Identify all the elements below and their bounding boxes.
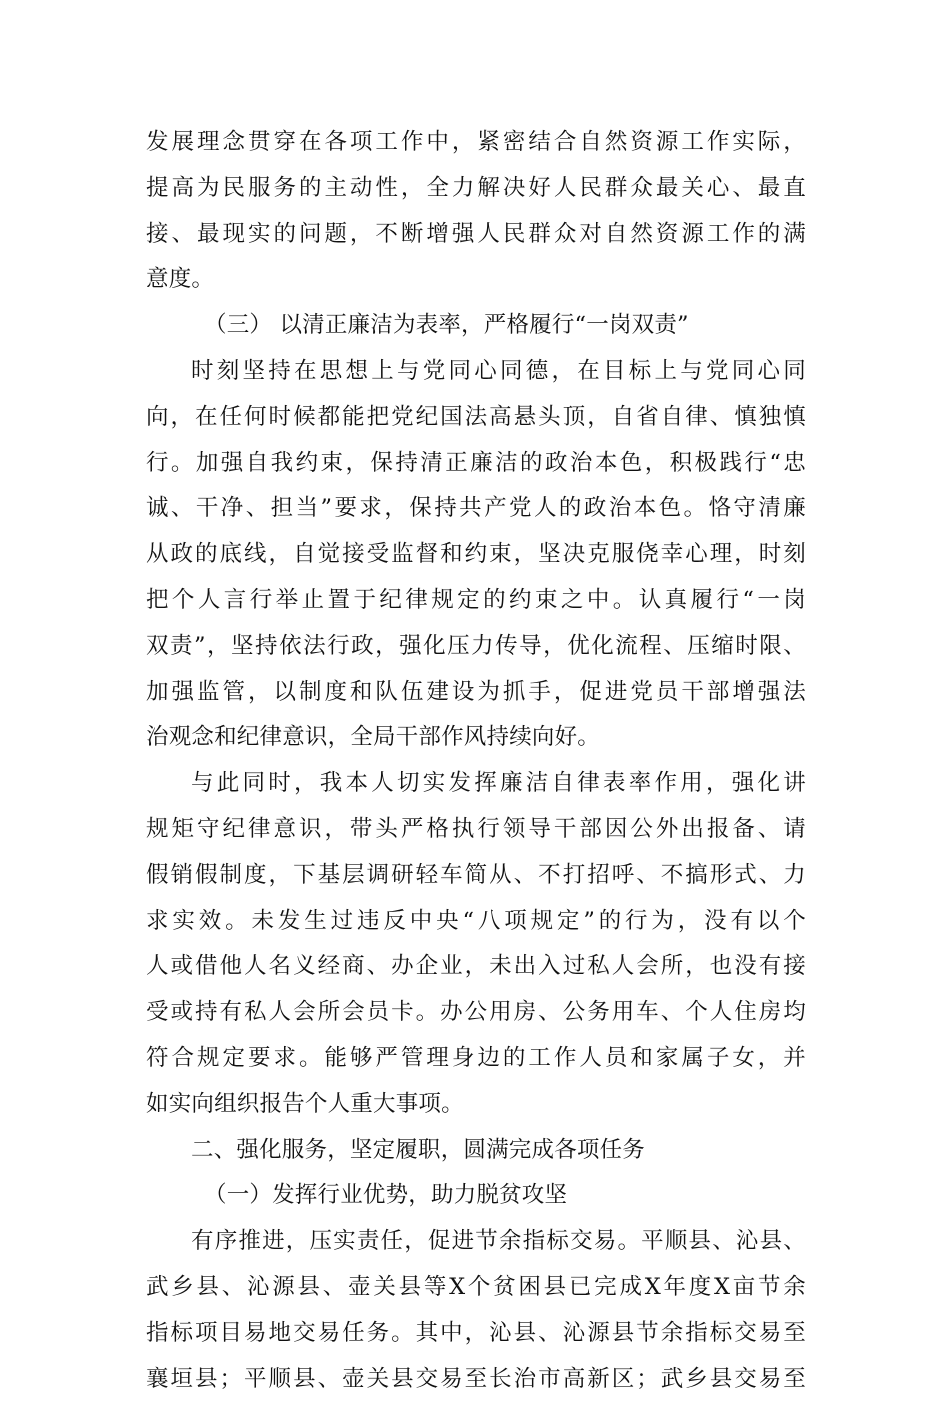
text-line: 求实效。未发生过违反中央“八项规定”的行为，没有以个 [146,907,806,934]
text-line: 时刻坚持在思想上与党同心同德，在目标上与党同心同 [191,357,806,384]
paragraph [146,761,806,1127]
text-line: 规矩守纪律意识，带头严格执行领导干部因公外出报备、请 [146,815,806,842]
section-heading-3: （三） 以清正廉洁为表率，严格履行“一岗双责” [204,312,689,339]
section-heading-1: （一）发挥行业优势，助力脱贫攻坚 [204,1182,568,1209]
text-line: 武乡县、沁源县、壶关县等X个贫困县已完成X年度X亩节余 [146,1273,806,1300]
text-line: 指标项目易地交易任务。其中，沁县、沁源县节余指标交易至 [146,1319,806,1346]
text-line: 行。加强自我约束，保持清正廉洁的政治本色，积极践行“忠 [146,449,806,476]
text-line: 如实向组织报告个人重大事项。 [146,1090,464,1117]
text-line: 提高为民服务的主动性，全力解决好人民群众最关心、最直 [146,174,806,201]
text-line: 双责”，坚持依法行政，强化压力传导，优化流程、压缩时限、 [146,632,806,659]
text-line: 从政的底线，自觉接受监督和约束，坚决克服侥幸心理，时刻 [146,541,806,568]
text-line: 与此同时，我本人切实发挥廉洁自律表率作用，强化讲 [191,770,806,797]
text-line: 人或借他人名义经商、办企业，未出入过私人会所，也没有接 [146,953,806,980]
text-line: 诚、干净、担当”要求，保持共产党人的政治本色。恪守清廉 [146,495,806,522]
paragraph [146,349,806,761]
text-line: 发展理念贯穿在各项工作中，紧密结合自然资源工作实际， [146,129,806,155]
section-heading-2: 二、强化服务，坚定履职，圆满完成各项任务 [191,1136,646,1163]
text-line: 假销假制度，下基层调研轻车简从、不打招呼、不搞形式、力 [146,861,806,888]
text-line: 加强监管，以制度和队伍建设为抓手，促进党员干部增强法 [146,678,806,705]
text-line: 符合规定要求。能够严管理身边的工作人员和家属子女，并 [146,1044,806,1071]
text-line: 治观念和纪律意识，全局干部作风持续向好。 [146,724,601,751]
text-line: 有序推进，压实责任，促进节余指标交易。平顺县、沁县、 [191,1228,806,1255]
text-line: 意度。 [146,266,215,293]
document-page [146,120,806,1402]
text-line: 向，在任何时候都能把党纪国法高悬头顶，自省自律、慎独慎 [146,403,806,430]
paragraph-continued [146,120,806,303]
text-line: 接、最现实的问题，不断增强人民群众对自然资源工作的满 [146,220,806,247]
paragraph [146,1219,806,1402]
text-line: 襄垣县；平顺县、壶关县交易至长治市高新区；武乡县交易至 [146,1365,806,1392]
text-line: 受或持有私人会所会员卡。办公用房、公务用车、个人住房均 [146,999,806,1026]
text-line: 把个人言行举止置于纪律规定的约束之中。认真履行“一岗 [146,586,806,613]
